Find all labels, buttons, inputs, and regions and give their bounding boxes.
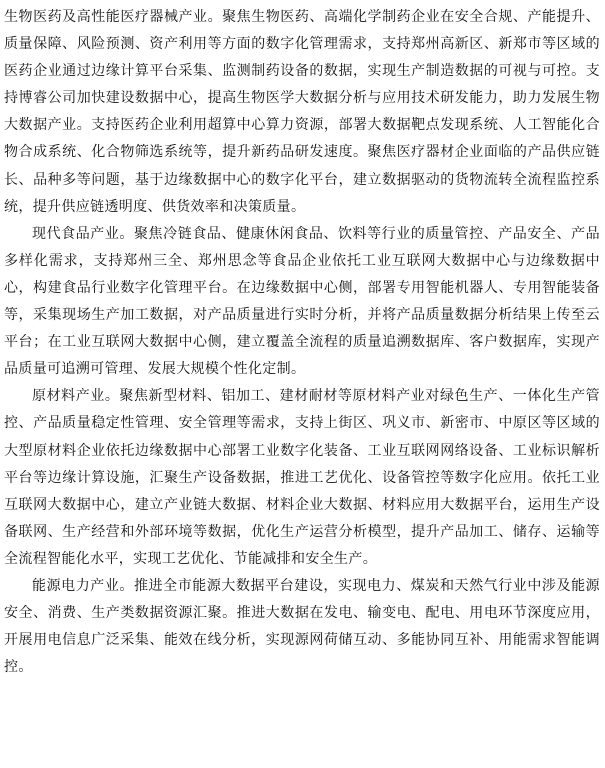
paragraph-energy-power: 能源电力产业。推进全市能源大数据平台建设，实现电力、煤炭和天然气行业中涉及能源安全、消费、生产类数据资源汇聚。推进大数据在发电、输变电、配电、用电环节深度应用，开展用电信息广泛采集、能效在线分析，实现源网荷储互动、多能协同互补、用能需求智能调控。 bbox=[4, 577, 600, 676]
paragraph-food-industry: 现代食品产业。聚焦冷链食品、健康休闲食品、饮料等行业的质量管控、产品安全、产品多样化需求，支持郑州三全、郑州思念等食品企业依托工业互联网大数据中心与边缘数据中心，构建食品行业数字化管理平台。在边缘数据中心侧，部署专用智能机器人、专用智能装备等，采集现场生产加工数据，对产品质量进行实时分析，并将产品质量数据分析结果上传至云平台；在工业互联网大数据中心侧，建立覆盖全流程的质量追溯数据库、客户数据库，实现产品质量可追溯可管理、发展大规模个性化定制。 bbox=[4, 225, 600, 378]
paragraph-raw-materials: 原材料产业。聚焦新型材料、铝加工、建材耐材等原材料产业对绿色生产、一体化生产管控、产品质量稳定性管理、安全管理等需求，支持上街区、巩义市、新密市、中原区等区域的大型原材料企业依托边缘数据中心部署工业数字化装备、工业互联网网络设备、工业标识解析平台等边缘计算设施，汇聚生产设备数据，推进工艺优化、设备管控等数字化应用。依托工业互联网大数据中心，建立产业链大数据、材料企业大数据、材料应用大数据平台，运用生产设备联网、生产经营和外部环境等数据，优化生产运营分析模型，提升产品加工、储存、运输等全流程智能化水平，实现工艺优化、节能减排和安全生产。 bbox=[4, 388, 600, 567]
paragraph-biomedicine: 生物医药及高性能医疗器械产业。聚焦生物医药、高端化学制药企业在安全合规、产能提升、质量保障、风险预测、资产利用等方面的数字化管理需求，支持郑州高新区、新郑市等区域的医药企业通过边缘计算平台采集、监测制药设备的数据，实现生产制造数据的可视与可控。支持博睿公司加快建设数据中心，提高生物医学大数据分析与应用技术研发能力，助力发展生物大数据产业。支持医药企业利用超算中心算力资源，部署大数据靶点发现系统、人工智能化合物合成系统、化合物筛选系统等，提升新药品研发速度。聚焦医疗器材企业面临的产品供应链长、品种多等问题，基于边缘数据中心的数字化平台，建立数据驱动的货物流转全流程监控系统，提升供应链透明度、供货效率和决策质量。 bbox=[4, 9, 600, 215]
